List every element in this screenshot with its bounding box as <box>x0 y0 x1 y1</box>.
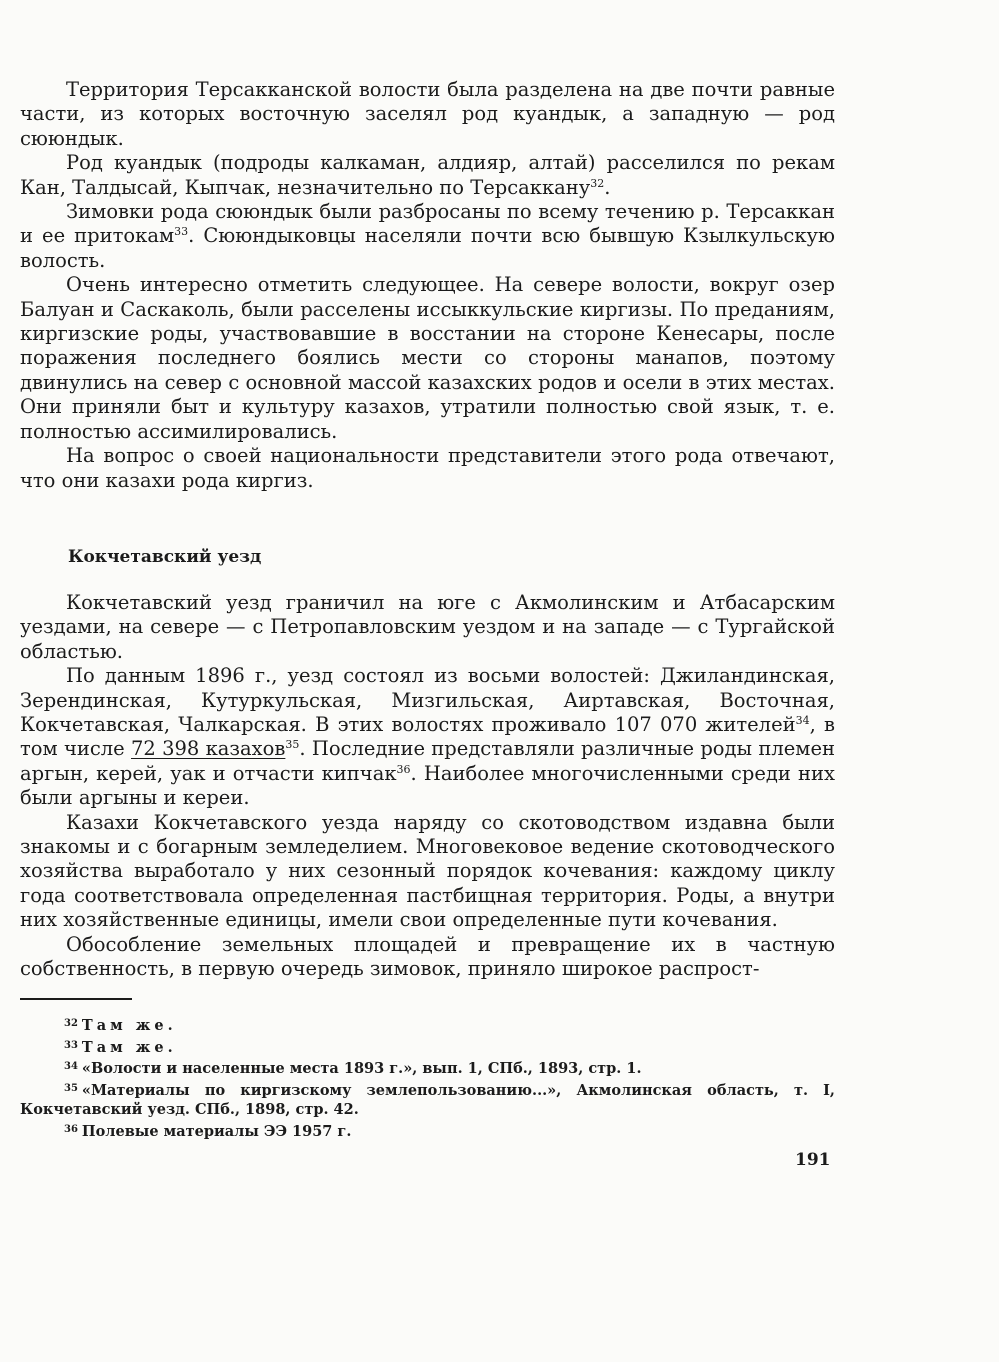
footnote-ref-36[interactable]: 36 <box>396 762 411 776</box>
paragraph-3: Зимовки рода сююндык были разбросаны по всему течению р. Терсаккан и ее притокам$^{33}$. Сююндыковцы населяли почти всю бывшую Кзылкульскую волость. <box>20 200 835 272</box>
section-heading: Кокчетавский уезд <box>68 546 262 567</box>
page-number: 191 <box>795 1150 831 1170</box>
paragraph-4: Очень интересно отметить следующее. На севере волости, вокруг озер Балуан и Саскаколь, были расселены иссыккульские киргизы. По преданиям, киргизские роды, участвовавшие в восстании на стороне Кенесары, после поражения последнего боялись мести со стороны манапов, поэтому двинулись на север с основной массой казахских родов и осели в этих местах. Они приняли быт и культуру казахов, утратили полностью свой язык, т. е. полностью ассимилировались. <box>20 273 835 443</box>
footnote-ref-35[interactable]: 35 <box>285 738 300 752</box>
paragraph-5: На вопрос о своей национальности представители этого рода отвечают, что они казахи рода киргиз. <box>20 444 835 492</box>
paragraph-1: Территория Терсакканской волости была разделена на две почти равные части, из которых восточную заселял род куандык, а западную — род сююндык. <box>20 78 835 150</box>
footnote-ref-32[interactable]: 32 <box>590 176 605 190</box>
footnote-33: $^{33}$ Там же. <box>64 1038 177 1056</box>
section-paragraph-3: Казахи Кокчетавского уезда наряду со скотоводством издавна были знакомы и с богарным земледелием. Многовековое ведение скотоводческого хозяйства выработало у них сезонный порядок кочевания: каждому циклу года соответствовала определенная пастбищная территория. Роды, а внутри них хозяйственные единицы, имели свои определенные пути кочевания. <box>20 810 835 932</box>
footnote-34: $^{34}$ «Волости и населенные места 1893 г.», вып. 1, СПб., 1893, стр. 1. <box>64 1060 642 1077</box>
paragraph-2: Род куандык (подроды калкаман, алдияр, алтай) расселился по рекам Кан, Талдысай, Кыпчак, незначительно по Терсаккану$^{32}$. <box>20 151 835 199</box>
section-paragraph-2: По данным 1896 г., уезд состоял из восьми волостей: Джиландинская, Зерендинская, Кутуркульская, Мизгильская, Аиртавская, Восточная, Кокчетавская, Чалкарская. В этих волостях проживало 107 070 жителей$^{34}$, в том числе 72 398 казахов$^{35}$. Последние представляли различные роды племен аргын, керей, уак и отчасти кипчак$^{36}$. Наиболее многочисленными среди них были аргыны и кереи. <box>20 664 835 810</box>
footnote-36: $^{36}$ Полевые материалы ЭЭ 1957 г. <box>64 1122 352 1140</box>
underlined-phrase: 72 398 казахов <box>131 737 286 761</box>
section-paragraph-4: Обособление земельных площадей и превращение их в частную собственность, в первую очередь зимовок, приняло широкое распрост- <box>20 932 835 980</box>
footnote-ref-34[interactable]: 34 <box>795 713 810 727</box>
footnote-35: $^{35}$ «Материалы по киргизскому землепользованию...», Акмолинская область, т. I, Кокчетавский уезд. СПб., 1898, стр. 42. <box>20 1081 835 1118</box>
footnote-ref-33[interactable]: 33 <box>174 225 189 239</box>
footnote-divider <box>20 998 132 1000</box>
footnote-32: $^{32}$ Там же. <box>64 1017 177 1034</box>
main-text <box>20 78 835 981</box>
footnotes <box>20 1014 835 1141</box>
section-paragraph-1: Кокчетавский уезд граничил на юге с Акмолинским и Атбасарским уездами, на севере — с Петропавловским уездом и на западе — с Тургайской областью. <box>20 590 835 663</box>
